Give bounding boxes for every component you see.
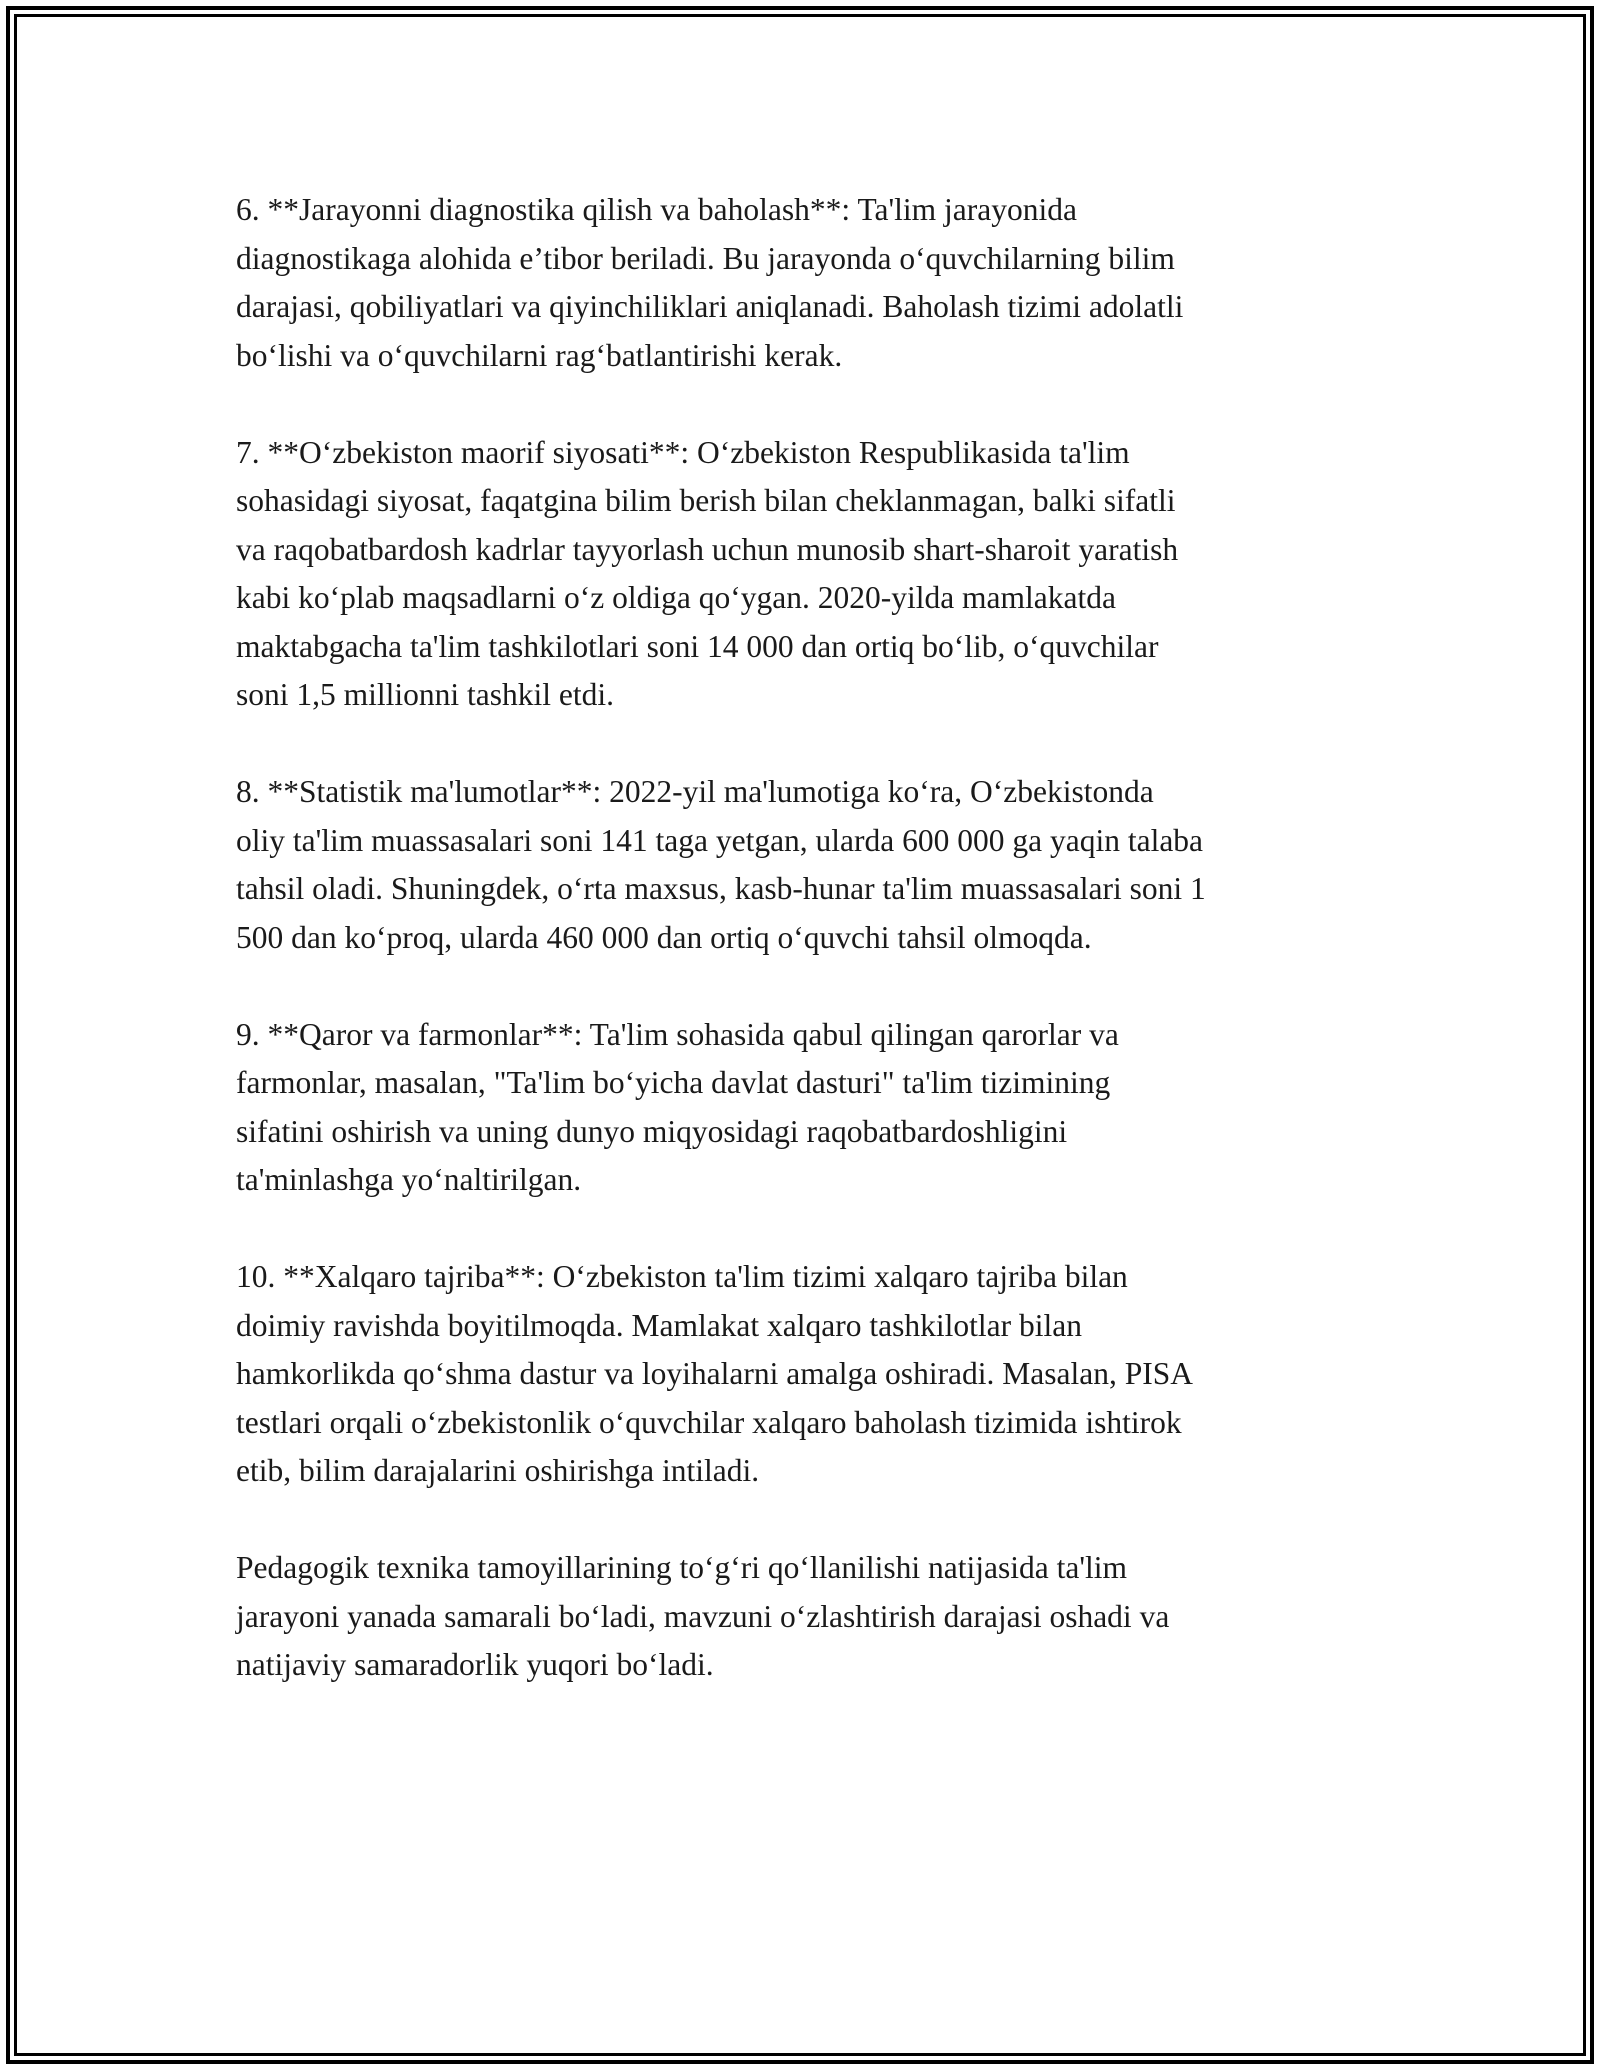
paragraph-qaror-farmonlar: 9. **Qaror va farmonlar**: Ta'lim sohasida qabul qilingan qarorlar va farmonlar, masalan, "Ta'lim bo‘yicha davlat dasturi" ta'lim tizimining sifatini oshirish va uning dunyo miqyosidagi raqobatbardoshligini ta'minlashga yo‘naltirilgan.: [236, 1016, 1119, 1197]
paragraph-xalqaro-tajriba: 10. **Xalqaro tajriba**: O‘zbekiston ta'lim tizimi xalqaro tajriba bilan doimiy ravishda boyitilmoqda. Mamlakat xalqaro tashkilotlar bilan hamkorlikda qo‘shma dastur va loyihalarni amalga oshiradi. Masalan, PISA testlari orqali o‘zbekistonlik o‘quvchilar xalqaro baholash tizimida ishtirok etib, bilim darajalarini oshirishga intiladi.: [236, 1259, 1194, 1488]
paragraph-maorif-siyosati: 7. **O‘zbekiston maorif siyosati**: O‘zbekiston Respublikasida ta'lim sohasidagi siyosat, faqatgina bilim berish bilan cheklanmagan, balki sifatli va raqobatbardosh kadrlar tayyorlash uchun munosib shart-sharoit yaratish kabi ko‘plab maqsadlarni o‘z oldiga qo‘ygan. 2020-yilda mamlakatda maktabgacha ta'lim tashkilotlari soni 14 000 dan ortiq bo‘lib, o‘quvchilar soni 1,5 millionni tashkil etdi.: [236, 434, 1179, 712]
paragraph-diagnostika: 6. **Jarayonni diagnostika qilish va baholash**: Ta'lim jarayonida diagnostikaga alohida e’tibor beriladi. Bu jarayonda o‘quvchilarning bilim darajasi, qobiliyatlari va qiyinchiliklari aniqlanadi. Baholash tizimi adolatli bo‘lishi va o‘quvchilarni rag‘batlantirishi kerak.: [236, 192, 1184, 373]
paragraph-statistik-malumotlar: 8. **Statistik ma'lumotlar**: 2022-yil ma'lumotiga ko‘ra, O‘zbekistonda oliy ta'lim muassasalari soni 141 taga yetgan, ularda 600 000 ga yaqin talaba tahsil oladi. Shuningdek, o‘rta maxsus, kasb-hunar ta'lim muassasalari soni 1 500 dan ko‘proq, ularda 460 000 dan ortiq o‘quvchi tahsil olmoqda.: [236, 774, 1206, 955]
paragraph-conclusion: Pedagogik texnika tamoyillarining to‘g‘ri qo‘llanilishi natijasida ta'lim jarayoni yanada samarali bo‘ladi, mavzuni o‘zlashtirish darajasi oshadi va natijaviy samaradorlik yuqori bo‘ladi.: [236, 1550, 1170, 1682]
document-body: [236, 186, 1371, 1738]
